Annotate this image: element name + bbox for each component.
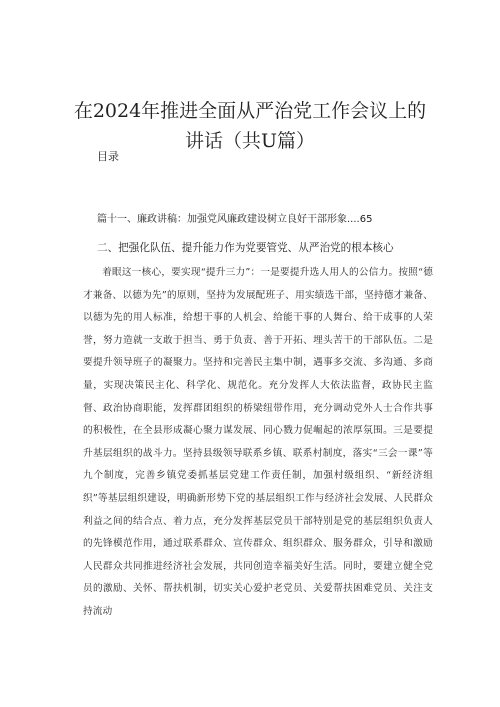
document-title-line-1: 在2024年推进全面从严治党工作会议上的 [73, 100, 427, 122]
section-body-paragraph: 着眼这一核心，要实现“提升三力”：一是要提升选人用人的公信力。按照“德才兼备、以德为先”的原则，坚持为发展配班子、用实绩选干部，坚持德才兼备、以德为先的用人标准，给想干事的人机会、给能干事的人舞台、给干成事的人荣誉，努力造就一支敢于担当、勇于负责、善于开拓、埋头苦干的干部队伍。二是要提升领导班子的凝聚力。坚持和完善民主集中制，遇事多交流、多沟通、多商量，实现决策民主化、科学化、规范化。充分发挥人大依法监督，政协民主监督、政治协商职能，发挥群团组织的桥梁纽带作用，充分调动党外人士合作共事的积极性，在全县形成凝心聚力谋发展、同心戮力促崛起的浓厚氛围。三是要提升基层组织的战斗力。坚持县级领导联系乡镇、联系村制度，落实“三会一课”等九个制度，完善乡镇党委抓基层党建工作责任制，加强村级组织、“新经济组织”等基层组织建设，明确新形势下党的基层组织工作与经济社会发展、人民群众利益之间的结合点、着力点，充分发挥基层党员干部特别是党的基层组织负责人的先锋模范作用，通过联系群众、宣传群众、组织群众、服务群众，引导和激励人民群众共同推进经济社会发展，共同创造幸福美好生活。同时，要建立健全党员的激励、关怀、帮扶机制，切实关心爱护老党员、关爱帮扶困难党员、关注支持流动 [83, 267, 433, 617]
toc-entry[interactable]: 篇十一、廉政讲稿：加强党风廉政建设树立良好干部形象....65 [97, 214, 373, 225]
document-title-line-2: 讲话（共U篇） [184, 130, 315, 152]
toc-label: 目录 [97, 150, 119, 163]
section-heading: 二、把强化队伍、提升能力作为党要管党、从严治党的根本核心 [97, 242, 394, 254]
